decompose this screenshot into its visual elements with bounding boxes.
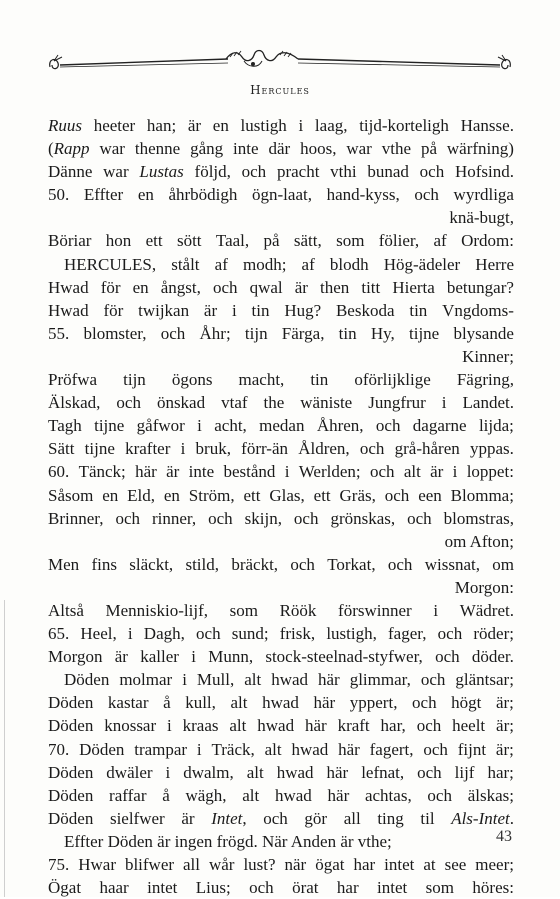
text-line: Hwad för en ångst, och qwal är then titt Hierta betungar? <box>48 277 514 297</box>
text-line: Såsom en Eld, en Ström, ett Glas, ett Gräs, och een Blomma; <box>48 485 514 505</box>
poem-text <box>48 114 514 899</box>
text-line: 60. Tänck; här är inte bestånd i Werlden; och alt är i loppet: <box>48 462 514 482</box>
text-line: Tagh tijne gåfwor i acht, medan Åhren, och dagarne lijda; <box>48 416 514 436</box>
text-line: Kinner; <box>462 346 514 366</box>
text-line: Morgon: <box>454 577 514 597</box>
text-line: Döden knossar i kraas alt hwad här kraft har, och heelt är; <box>48 716 514 736</box>
text-line: om Afton; <box>444 531 514 551</box>
text-line: Böriar hon ett sött Taal, på sätt, som fölier, af Ordom: <box>48 231 514 251</box>
text-line: Morgon är kaller i Munn, stock-steelnad-styfwer, och döder. <box>48 647 514 667</box>
text-line: Ögat haar intet Lius; och örat har intet som höres: <box>48 878 514 898</box>
page-edge-rule <box>4 600 5 897</box>
text-line: Döden dwäler i dwalm, alt hwad här lefnat, och lijf har; <box>48 762 514 782</box>
text-line: Döden raffar å wägh, alt hwad här achtas, och älskas; <box>48 785 514 805</box>
text-line: 50. Effter en åhrbödigh ögn-laat, hand-kyss, och wyrdliga <box>48 185 514 205</box>
text-line: 55. blomster, och Åhr; tijn Färga, tin Hy, tijne blysande <box>48 323 514 343</box>
text-line: Hwad för twijkan är i tin Hug? Beskoda tin Vngdoms- <box>48 300 514 320</box>
text-line: 65. Heel, i Dagh, och sund; frisk, lustigh, fager, och röder; <box>48 624 514 644</box>
text-line: Döden kastar å kull, alt hwad här yppert, och högt är; <box>48 693 514 713</box>
text-line: Döden molmar i Mull, alt hwad här glimmar, och gläntsar; <box>64 670 514 690</box>
text-line: (Rapp war thenne gång inte där hoos, war vthe på wärfning) <box>48 139 514 159</box>
text-line: Älskad, och önskad vtaf the wäniste Jungfrur i Landet. <box>48 393 514 413</box>
text-line: Dänne war Lustas följd, och pracht vthi bunad och Hofsind. <box>48 162 514 182</box>
text-line: Brinner, och rinner, och skijn, och grönskas, och blomstras, <box>48 508 514 528</box>
text-line: 70. Döden trampar i Träck, alt hwad här fagert, och fijnt är; <box>48 739 514 759</box>
text-line: Döden sielfwer är Intet, och gör all ting til Als-Intet. <box>48 808 514 828</box>
text-line: Sätt tijne krafter i bruk, förr-än Åldren, och grå-håren yppas. <box>48 439 514 459</box>
text-line: Ruus heeter han; är en lustigh i laag, tijd-korteligh Hansse. <box>48 116 514 135</box>
text-line: 75. Hwar blifwer all wår lust? när ögat har intet at see meer; <box>48 855 514 874</box>
page-number: 43 <box>496 828 512 845</box>
text-line: Altså Menniskio-lijf, som Röök förswinner i Wädret. <box>48 600 514 620</box>
running-head: Hercules <box>250 83 310 97</box>
header-ornament <box>48 45 512 77</box>
text-line: Men fins släckt, stild, bräckt, och Torkat, och wissnat, om <box>48 554 514 574</box>
text-line: knä-bugt, <box>449 208 514 228</box>
text-line: Effter Döden är ingen frögd. När Anden är vthe; <box>64 831 392 851</box>
text-line: Pröfwa tijn ögons macht, tin oförlijklige Fägring, <box>48 370 514 390</box>
text-line: HERCULES, stålt af modh; af blodh Hög-ädeler Herre <box>64 254 514 274</box>
